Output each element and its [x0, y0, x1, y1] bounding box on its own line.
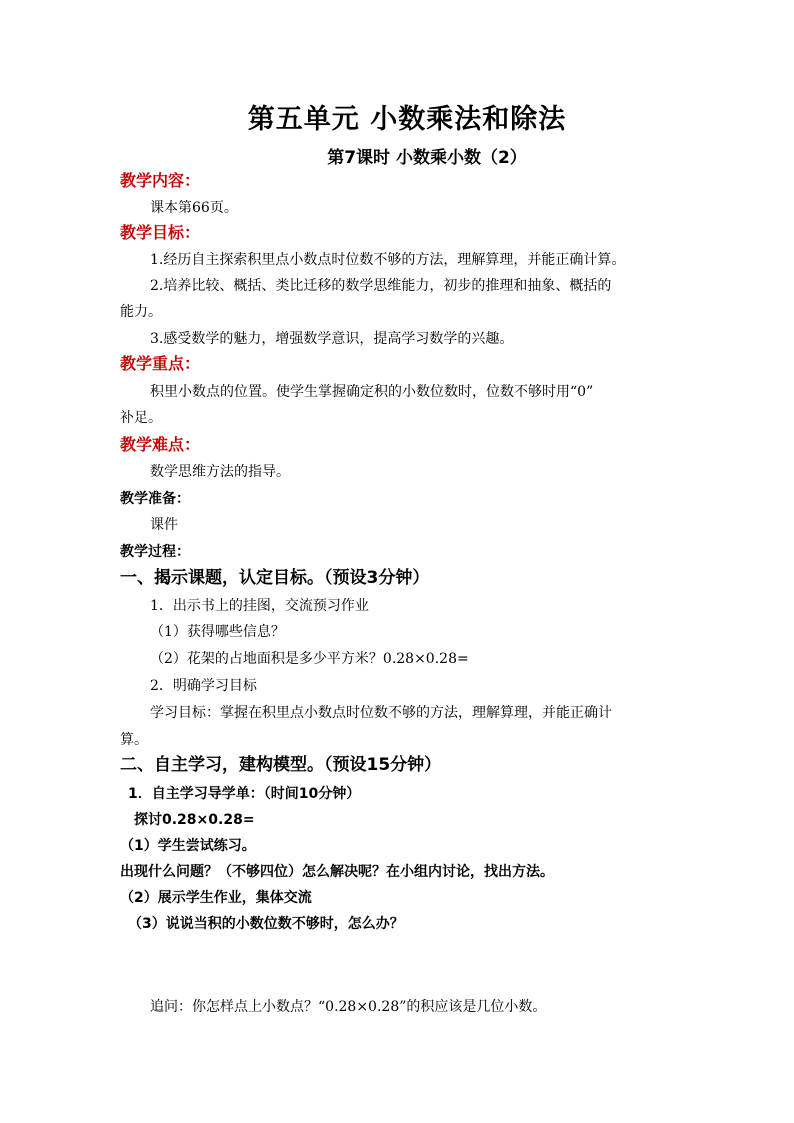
- goal-statement: 学习目标：掌握在积里点小数点时位数不够的方法，理解算理，并能正确计: [150, 705, 612, 721]
- goal-line: 能力。: [120, 304, 162, 320]
- goal-line: 1.经历自主探索积里点小数点时位数不够的方法，理解算理，并能正确计算。: [150, 252, 626, 268]
- process-heading: 教学过程：: [120, 544, 190, 560]
- prep-heading: 教学准备：: [120, 491, 190, 507]
- section-heading: 二、自主学习，建构模型。（预设15分钟）: [120, 755, 442, 775]
- list-item: （2）展示学生作业，集体交流: [120, 890, 312, 906]
- list-item: 出现什么问题？（不够四位）怎么解决呢？在小组内讨论，找出方法。: [120, 864, 554, 880]
- unit-title: 第五单元 小数乘法和除法: [247, 104, 567, 135]
- goal-statement: 算。: [120, 732, 148, 748]
- goal-line: 2.培养比较、概括、类比迁移的数学思维能力，初步的推理和抽象、概括的: [150, 278, 612, 294]
- content-text: 课本第66页。: [150, 200, 238, 216]
- list-item: 2．明确学习目标: [150, 678, 257, 694]
- goals-heading: 教学目标：: [120, 223, 201, 242]
- list-item: 1．出示书上的挂图，交流预习作业: [150, 598, 369, 614]
- key-line: 补足。: [120, 410, 162, 426]
- difficulty-text: 数学思维方法的指导。: [150, 464, 290, 480]
- list-item: （3）说说当积的小数位数不够时，怎么办？: [128, 916, 404, 932]
- lesson-subtitle: 第7课时 小数乘小数（2）: [327, 148, 527, 168]
- list-item: （1）获得哪些信息？: [150, 624, 285, 640]
- list-item: 1．自主学习导学单：（时间10分钟）: [128, 786, 361, 802]
- content-heading: 教学内容：: [120, 171, 201, 190]
- key-heading: 教学重点：: [120, 354, 201, 373]
- list-item: （1）学生尝试练习。: [120, 838, 256, 854]
- list-item: 探讨0.28×0.28=: [134, 812, 255, 828]
- goal-line: 3.感受数学的魅力，增强数学意识，提高学习数学的兴趣。: [150, 331, 514, 347]
- prep-text: 课件: [150, 517, 178, 533]
- list-item: （2）花架的占地面积是多少平方米？0.28×0.28=: [150, 651, 469, 667]
- followup-question: 追问：你怎样点上小数点？“0.28×0.28”的积应该是几位小数。: [150, 999, 547, 1015]
- section-heading: 一、揭示课题，认定目标。（预设3分钟）: [120, 568, 430, 588]
- key-line: 积里小数点的位置。使学生掌握确定积的小数位数时，位数不够时用“0”: [150, 384, 594, 400]
- difficulty-heading: 教学难点：: [120, 435, 201, 454]
